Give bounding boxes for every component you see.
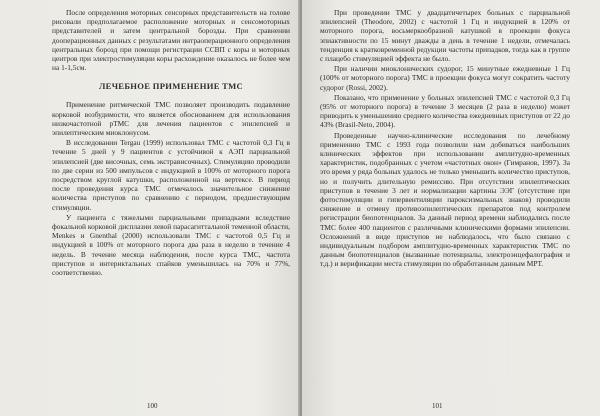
left-paragraph-1: После определения моторных сенсорных представительств на голове рисовали предполагаемое расположение моторных и сенсомоторных представителей и затем центральной борозды. При сравнении дооперационных данных с результатами интраоперационного определения центральных борозд при помощи регистрации ССВП с коры и моторных центров при электростимуляции коры расхождение оказалось не более чем на 1-1,5см. — [52, 8, 290, 73]
left-text-column — [52, 8, 290, 277]
right-paragraph-1: При проведении ТМС у двадцатичетырех больных с парциальной эпилепсией (Theodore, 2002) с частотой 1 Гц и индукцией в 120% от моторного порога, восьмеркообразной катушкой в проекции фокуса эпиактивности по 15 минут дважды в день в течение 1 недели, отмечалась тенденция к кратковременной редукции частоты припадков, тогда как в группе с плацебо стимуляцией эффекта не было. — [320, 8, 570, 64]
right-text-column — [320, 8, 570, 269]
right-page-number: 101 — [432, 402, 443, 410]
right-page — [302, 0, 600, 416]
right-paragraph-4: Проведенные научно-клинические исследования по лечебному применению ТМС с 1993 года позволили нам добиваться наибольших клинических эффектов при использовании амплитудно-временных характеристик, подобранных с учетом «частотных окон» (Гимранов, 1997). За это время у ряда больных удалось не только уменьшить количество приступов, но и получить длительную ремиссию. При отсутствии эпилептических приступов в течение 3 лет и нормализации картины ЭЭГ (отсутствие при фотостимуляции и гипервентиляции пароксизмальных знаков) проводили снижение и отмену противоэпилептических препаратов под контролем регистрации биопотенциалов. За данный период времени наблюдались после ТМС более 400 пациентов с различными клиническими формами эпилепсии. Осложнений в виде приступов не наблюдалось, что было связано с индивидуальным подбором амплитудно-временных характеристик ТМС по данным биопотенциалов (вызванные потенциалы, электроэнцефалография и т.д.) и верификации места стимуляции по обработанным данным МРТ. — [320, 130, 570, 269]
left-paragraph-3: В исследовании Tergau (1999) использовал ТМС с частотой 0,3 Гц в течение 5 дней у 9 пациентов с устойчивой к АЭП парциальной эпилепсией (две височных, семь экстрависочных). Стимуляцию проводили по две серии из 500 импульсов с индукцией в 100% от моторного порога посредством круглой катушки, расположенной на вертексе. В период после проведения курса ТМС отмечалось значительное снижение количества приступов по сравнению с периодом, предшествующим стимуляции. — [52, 138, 290, 212]
right-paragraph-2: При наличии миоклонических судорог, 15 минутные ежедневные 1 Гц (100% от моторного порога) ТМС в проекции фокуса могут сократить частоту судорог (Rossi, 2002). — [320, 64, 570, 92]
left-paragraph-4: У пациента с тяжелыми парциальными припадками вследствие фокальной корковой дисплазии левой парасагиттальной теменной области, Menkes и Gnenthal (2000) использовали ТМС с частотой 0,5 Гц и индукцией в 100% от моторного порога два раза в неделю в течение 4 недель. В течение месяца наблюдения, после курса ТМС, частота приступов и интериктальных спайков уменьшилась на 70% и 77%, соответственно. — [52, 212, 290, 278]
section-heading: ЛЕЧЕБНОЕ ПРИМЕНЕНИЕ ТМС — [98, 81, 244, 92]
right-paragraph-3: Показано, что применение у больных эпилепсией ТМС с частотой 0,3 Гц (95% от моторного порога) в течение 3 месяцев (2 раза в неделю) может приводить к уменьшению среднего количества ежедневных приступов от 22 до 43% (Brasil-Neto, 2004). — [320, 92, 570, 130]
left-paragraph-2: Применение ритмической ТМС позволяет производить подавление корковой возбудимости, что является обоснованием для использования низкочастотной рТМС для лечения пациентов с эпилепсией и эпилептическим миоклонусом. — [52, 100, 290, 138]
left-page-number: 100 — [147, 402, 158, 410]
